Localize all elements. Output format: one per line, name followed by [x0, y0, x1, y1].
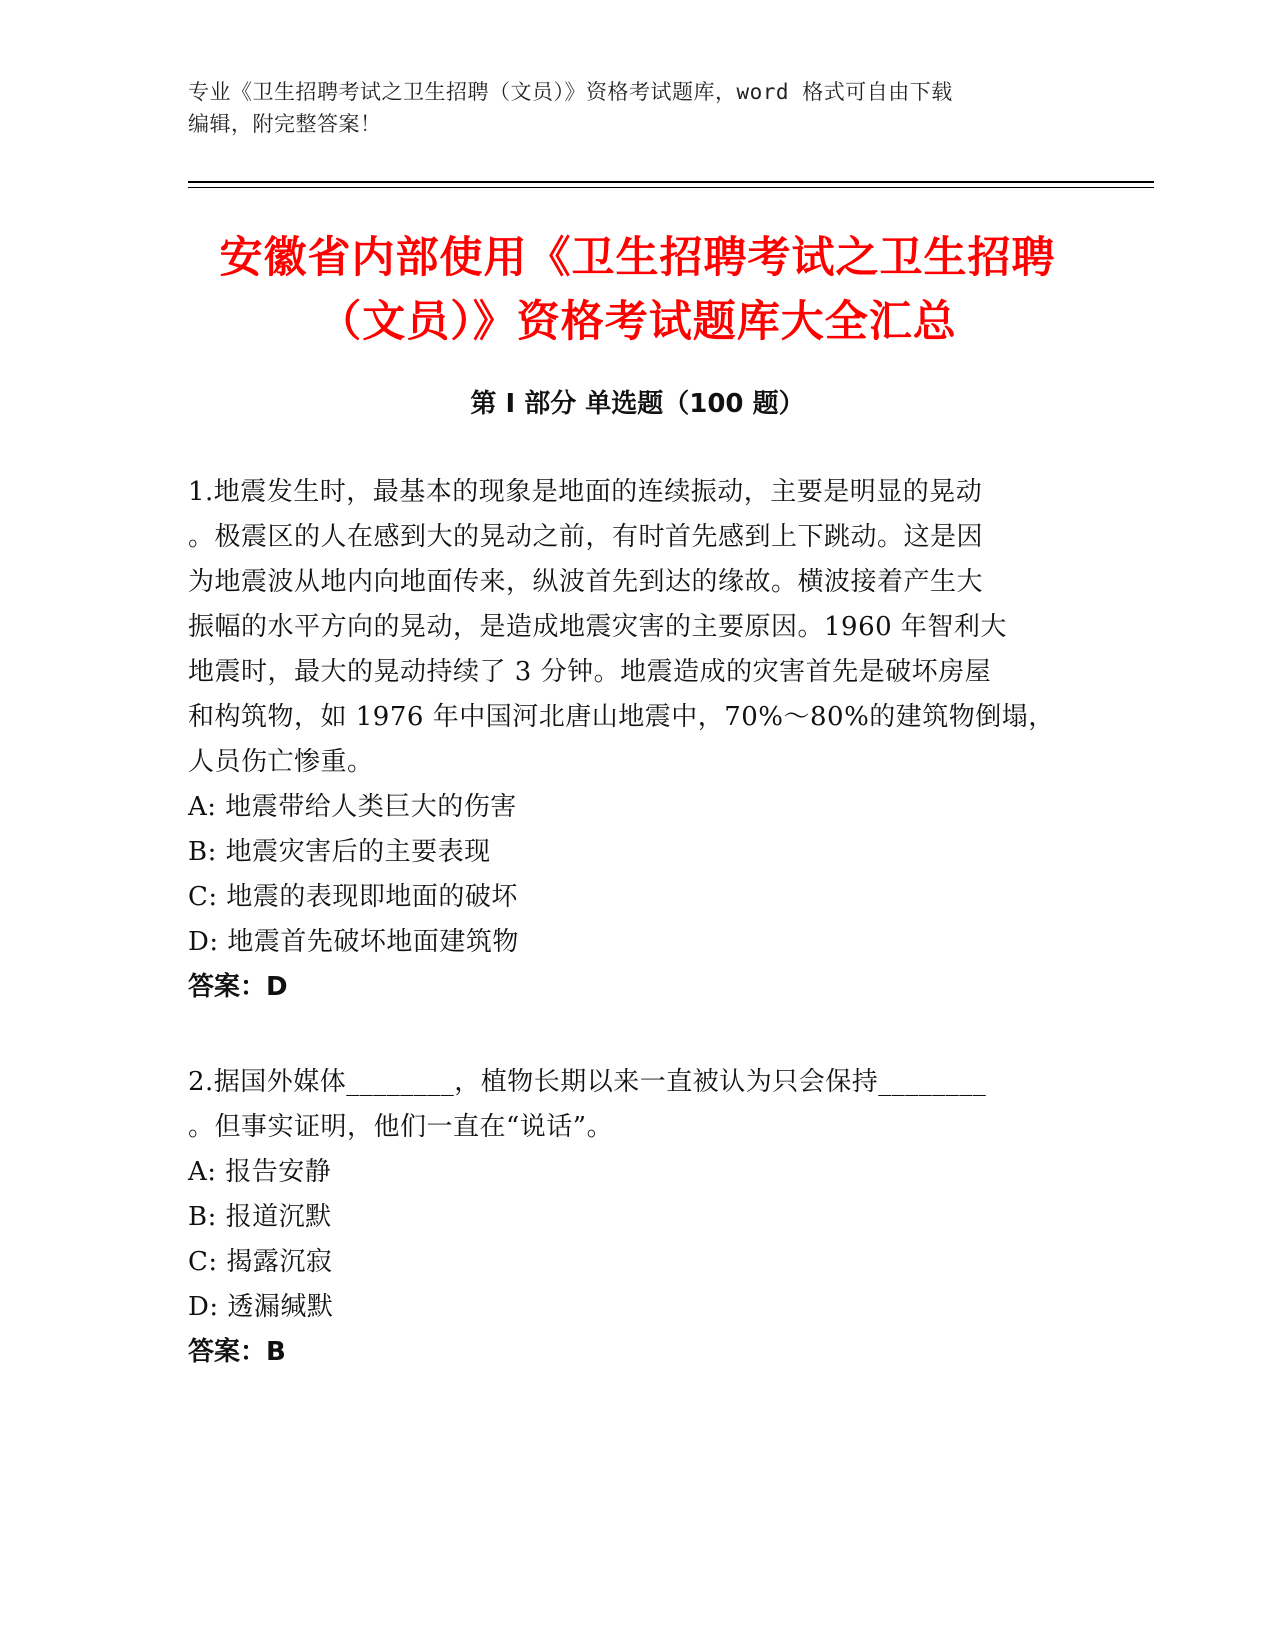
answer-label: 答案：D — [188, 972, 288, 1002]
question-text-line: 振幅的水平方向的晃动，是造成地震灾害的主要原因。1960 年智利大 — [188, 612, 1007, 642]
question-text-line: 人员伤亡惨重。 — [188, 747, 374, 777]
option-c: C: 揭露沉寂 — [188, 1247, 333, 1277]
question-text-line: 和构筑物，如 1976 年中国河北唐山地震中，70%～80%的建筑物倒塌， — [188, 702, 1055, 732]
option-d: D: 透漏缄默 — [188, 1292, 334, 1322]
question-text-line: 。极震区的人在感到大的晃动之前，有时首先感到上下跳动。这是因 — [188, 522, 984, 552]
answer-label: 答案：B — [188, 1337, 286, 1367]
document-title — [150, 226, 1125, 354]
section-title: 第 I 部分 单选题（100 题） — [470, 389, 805, 419]
option-a: A: 地震带给人类巨大的伤害 — [188, 792, 517, 822]
option-c: C: 地震的表现即地面的破坏 — [188, 882, 518, 912]
question-2 — [188, 1060, 1068, 1375]
option-b: B: 地震灾害后的主要表现 — [188, 837, 491, 867]
option-a: A: 报告安静 — [188, 1157, 332, 1187]
header-rule-thick — [188, 181, 1154, 183]
document-title-line-2: （文员）》资格考试题库大全汇总 — [318, 297, 957, 347]
document-title-line-1: 安徽省内部使用《卫生招聘考试之卫生招聘 — [219, 233, 1056, 283]
option-b: B: 报道沉默 — [188, 1202, 332, 1232]
question-text-line: 1.地震发生时，最基本的现象是地面的连续振动，主要是明显的晃动 — [188, 477, 983, 507]
question-text-line: 为地震波从地内向地面传来，纵波首先到达的缘故。横波接着产生大 — [188, 567, 984, 597]
header-note — [188, 76, 1068, 140]
question-text-line: 地震时，最大的晃动持续了 3 分钟。地震造成的灾害首先是破坏房屋 — [188, 657, 992, 687]
question-text-line: 。但事实证明，他们一直在“说话”。 — [188, 1112, 614, 1142]
question-text-line: 2.据国外媒体________，植物长期以来一直被认为只会保持________ — [188, 1067, 987, 1097]
header-rule-thin — [188, 187, 1154, 188]
header-note-line-2: 编辑，附完整答案！ — [188, 112, 382, 136]
header-note-line-1: 专业《卫生招聘考试之卫生招聘（文员）》资格考试题库，word 格式可自由下载 — [188, 80, 953, 104]
question-1 — [188, 470, 1068, 1010]
option-d: D: 地震首先破坏地面建筑物 — [188, 927, 519, 957]
